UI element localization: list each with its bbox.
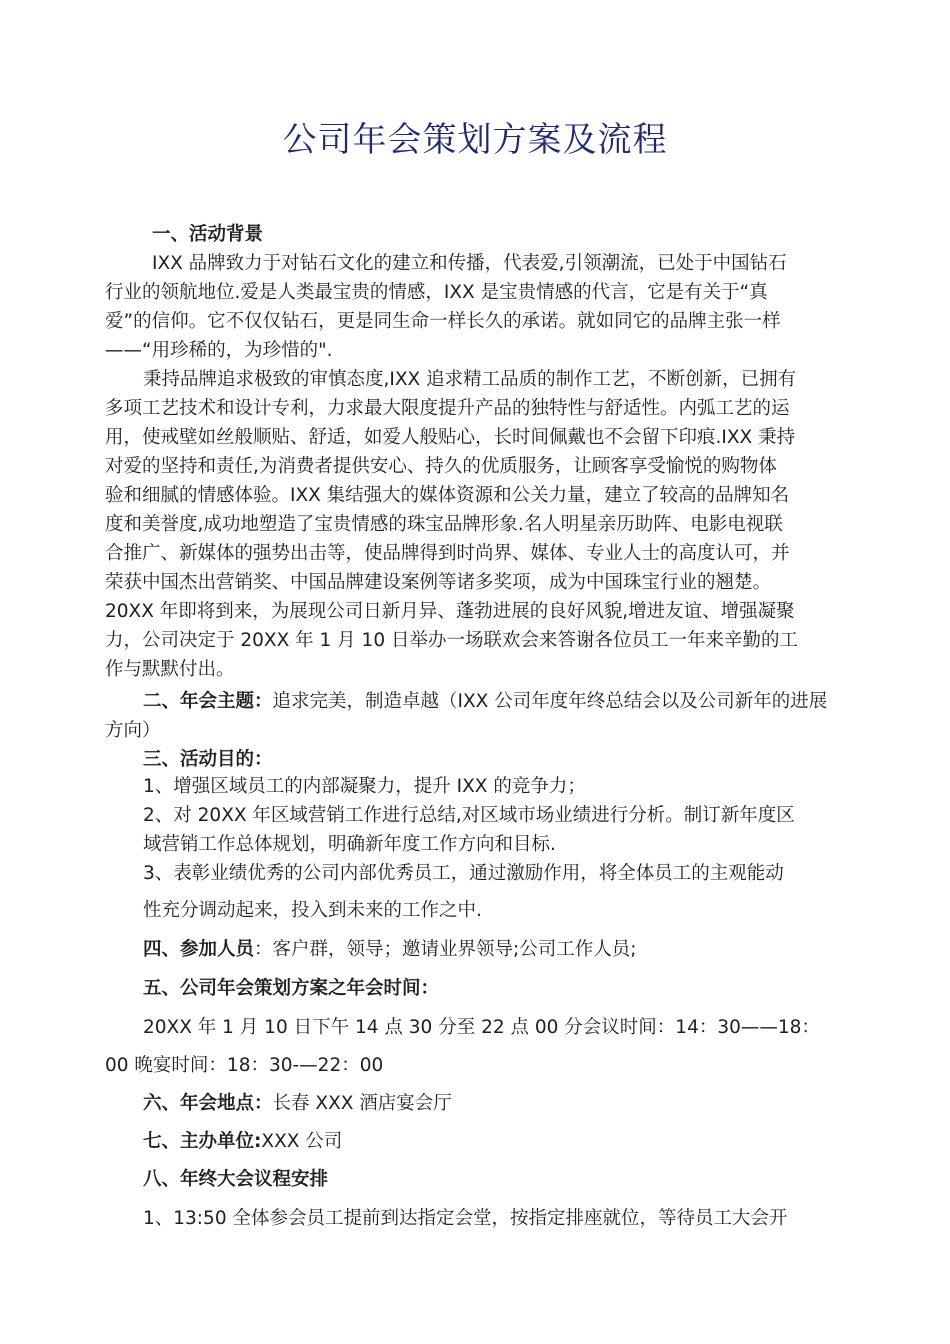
venue-text: 长春 XXX 酒店宴会厅 bbox=[272, 1093, 452, 1114]
list-item: 3、表彰业绩优秀的公司内部优秀员工，通过激励作用，将全体员工的主观能动 bbox=[143, 863, 784, 884]
text-line: 域营销工作总体规划，明确新年度工作方向和目标. bbox=[143, 834, 556, 855]
text-line: 荣获中国杰出营销奖、中国品牌建设案例等诸多奖项，成为中国珠宝行业的翘楚。 bbox=[105, 572, 772, 593]
text-line: 验和细腻的情感体验。IXX 集结强大的媒体资源和公关力量，建立了较高的品牌知名 bbox=[105, 485, 790, 506]
text-line: 多项工艺技术和设计专利，力求最大限度提升产品的独特性与舒适性。内弧工艺的运 bbox=[105, 398, 790, 419]
text-line: 行业的领航地位.爱是人类最宝贵的情感，IXX 是宝贵情感的代言，它是有关于“真 bbox=[105, 282, 768, 303]
text-line: 合推广、新媒体的强势出击等，使品牌得到时尚界、媒体、专业人士的高度认可，并 bbox=[105, 543, 790, 564]
text-line: 方向） bbox=[105, 720, 161, 741]
text-line: 秉持品牌追求极致的审慎态度,IXX 追求精工品质的制作工艺，不断创新，已拥有 bbox=[143, 369, 797, 390]
text-line: 作与默默付出。 bbox=[105, 659, 235, 680]
section-heading-venue: 六、年会地点： bbox=[143, 1093, 273, 1114]
text-line: 性充分调动起来，投入到未来的工作之中. bbox=[143, 900, 482, 921]
text-line: 20XX 年 1 月 10 日下午 14 点 30 分至 22 点 00 分会议时间：14：30——18： bbox=[143, 1017, 820, 1038]
section-heading-background: 一、活动背景 bbox=[152, 224, 264, 245]
section-heading-organizer: 七、主办单位: bbox=[143, 1131, 262, 1152]
section-participants bbox=[143, 937, 636, 963]
text-line: 20XX 年即将到来，为展现公司日新月异、蓬勃进展的良好风貌,增进友谊、增强凝聚 bbox=[105, 601, 795, 622]
text-line: 用，使戒壁如丝般顺贴、舒适，如爱人般贴心，长时间佩戴也不会留下印痕.IXX 秉持 bbox=[105, 427, 796, 448]
text-line: 度和美誉度,成功地塑造了宝贵情感的珠宝品牌形象.名人明星亲历助阵、电影电视联 bbox=[105, 514, 783, 535]
section-venue bbox=[143, 1091, 452, 1117]
text-line: 爱”的信仰。它不仅仅钻石，更是同生命一样长久的承诺。就如同它的品牌主张一样 bbox=[105, 311, 781, 332]
list-item: 1、增强区域员工的内部凝聚力，提升 IXX 的竞争力； bbox=[143, 776, 586, 797]
text-line: 对爱的坚持和责任,为消费者提供安心、持久的优质服务，让顾客享受愉悦的购物体 bbox=[105, 456, 777, 477]
organizer-text: XXX 公司 bbox=[261, 1131, 343, 1152]
document-title: 公司年会策划方案及流程 bbox=[282, 120, 668, 160]
section-heading-goals: 三、活动目的： bbox=[143, 749, 273, 770]
list-item: 1、13:50 全体参会员工提前到达指定会堂，按指定排座就位，等待员工大会开 bbox=[143, 1208, 788, 1229]
text-line: 力，公司决定于 20XX 年 1 月 10 日举办一场联欢会来答谢各位员工一年来辛勤的工 bbox=[105, 630, 798, 651]
section-heading-theme: 二、年会主题： bbox=[143, 691, 273, 712]
text-line: IXX 品牌致力于对钻石文化的建立和传播，代表爱,引领潮流，已处于中国钻石 bbox=[152, 253, 787, 274]
section-heading-time: 五、公司年会策划方案之年会时间： bbox=[143, 978, 440, 999]
text-line: 00 晚宴时间：18：30-—22：00 bbox=[105, 1055, 384, 1076]
list-item: 2、对 20XX 年区域营销工作进行总结,对区域市场业绩进行分析。制订新年度区 bbox=[143, 805, 795, 826]
participants-text: ：客户群，领导；邀请业界领导;公司工作人员; bbox=[254, 939, 637, 960]
section-heading-participants: 四、参加人员 bbox=[143, 939, 255, 960]
text-line: ——“用珍稀的，为珍惜的". bbox=[105, 340, 333, 361]
section-organizer bbox=[143, 1129, 342, 1155]
theme-text: 追求完美，制造卓越（IXX 公司年度年终总结会以及公司新年的进展 bbox=[272, 691, 828, 712]
section-heading-agenda: 八、年终大会议程安排 bbox=[143, 1169, 329, 1190]
section-theme bbox=[143, 689, 827, 715]
